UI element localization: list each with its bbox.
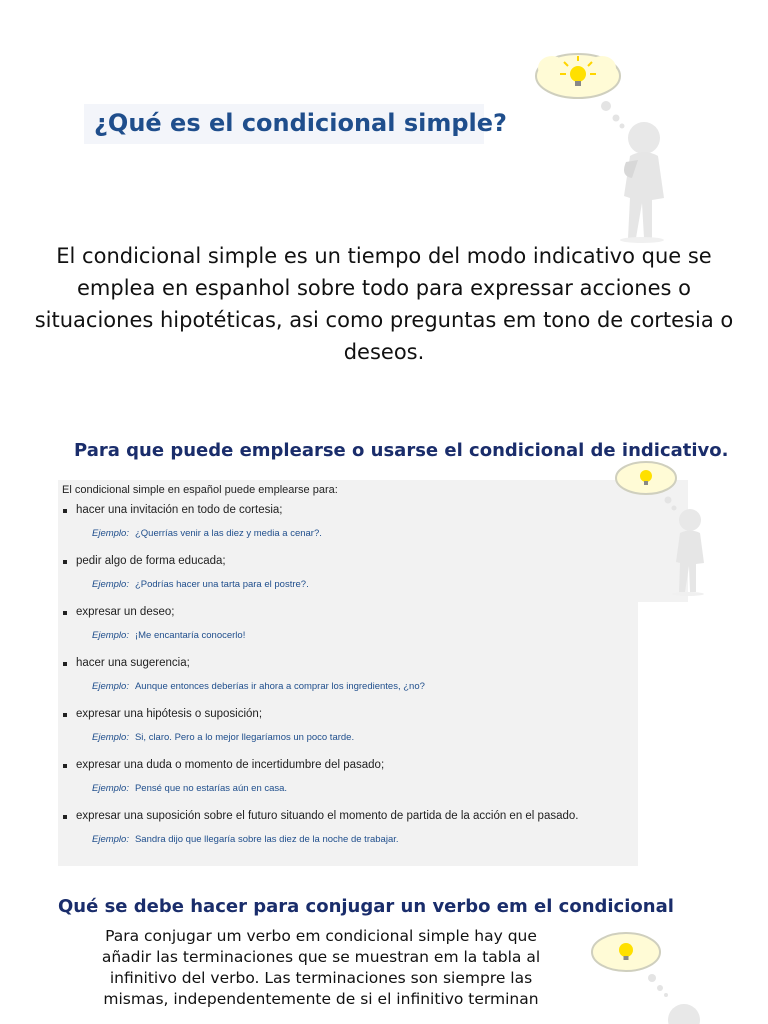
usage-list — [58, 504, 648, 861]
section-heading-usage: Para que puede emplearse o usarse el condicional de indicativo. — [74, 440, 729, 461]
example-prefix: Ejemplo: — [92, 579, 129, 590]
conjugation-paragraph: Para conjugar um verbo em condicional simple hay que añadir las terminaciones que se muestran em la tabla al infinitivo del verbo. Las terminaciones son siempre las mismas, independentemente de si el infinitivo terminan — [101, 927, 541, 1008]
example-text: Pensé que no estarías aún en casa. — [134, 783, 288, 794]
bullet — [63, 560, 67, 564]
example-text: Aunque entonces deberías ir ahora a comprar los ingredientes, ¿no? — [134, 681, 425, 692]
section-heading-conjugation: Qué se debe hacer para conjugar un verbo em el condicional — [58, 896, 674, 917]
thinking-person-lightbulb-icon — [588, 928, 718, 1024]
example-text: ¿Podrías hacer una tarta para el postre?. — [134, 579, 309, 590]
usage-example — [92, 630, 245, 641]
bullet — [63, 662, 67, 666]
usage-label: hacer una invitación en todo de cortesia; — [76, 504, 283, 516]
bullet — [63, 815, 67, 819]
usage-label: pedir algo de forma educada; — [76, 555, 226, 567]
usage-example — [92, 681, 425, 692]
example-prefix: Ejemplo: — [92, 630, 129, 641]
usage-label: hacer una sugerencia; — [76, 657, 190, 669]
bullet — [63, 764, 67, 768]
thinking-person-lightbulb-icon — [530, 48, 720, 243]
example-text: ¿Querrías venir a las diez y media a cenar?. — [134, 528, 322, 539]
bullet — [63, 509, 67, 513]
example-prefix: Ejemplo: — [92, 528, 129, 539]
usage-label: expresar una suposición sobre el futuro situando el momento de partida de la acción en el pasado. — [76, 810, 579, 822]
usage-panel — [58, 480, 638, 866]
example-prefix: Ejemplo: — [92, 732, 129, 743]
list-item — [58, 657, 648, 708]
usage-example — [92, 528, 322, 539]
list-item — [58, 606, 648, 657]
title-box — [84, 104, 507, 144]
list-item — [58, 504, 648, 555]
usage-intro-text: El condicional simple en español puede emplearse para: — [62, 484, 338, 496]
example-prefix: Ejemplo: — [92, 834, 129, 845]
bullet — [63, 611, 67, 615]
usage-example — [92, 732, 354, 743]
usage-label: expresar un deseo; — [76, 606, 175, 618]
usage-example — [92, 579, 309, 590]
thinking-person-lightbulb-icon — [612, 458, 742, 598]
usage-example — [92, 783, 287, 794]
list-item — [58, 708, 648, 759]
usage-label: expresar una duda o momento de incertidumbre del pasado; — [76, 759, 385, 771]
example-text: ¡Me encantaría conocerlo! — [134, 630, 246, 641]
list-item — [58, 759, 648, 810]
intro-paragraph: El condicional simple es un tiempo del modo indicativo que se emplea en espanhol sobre todo para expressar acciones o situaciones hipotéticas, asi como preguntas em tono de cortesia o deseos. — [34, 244, 734, 364]
usage-label: expresar una hipótesis o suposición; — [76, 708, 263, 720]
example-prefix: Ejemplo: — [92, 783, 129, 794]
example-prefix: Ejemplo: — [92, 681, 129, 692]
list-item — [58, 810, 648, 861]
usage-example — [92, 834, 399, 845]
example-text: Si, claro. Pero a lo mejor llegaríamos un poco tarde. — [134, 732, 355, 743]
example-text: Sandra dijo que llegaría sobre las diez de la noche de trabajar. — [134, 834, 399, 845]
bullet — [63, 713, 67, 717]
list-item — [58, 555, 648, 606]
page-title: ¿Qué es el condicional simple? — [94, 109, 507, 137]
